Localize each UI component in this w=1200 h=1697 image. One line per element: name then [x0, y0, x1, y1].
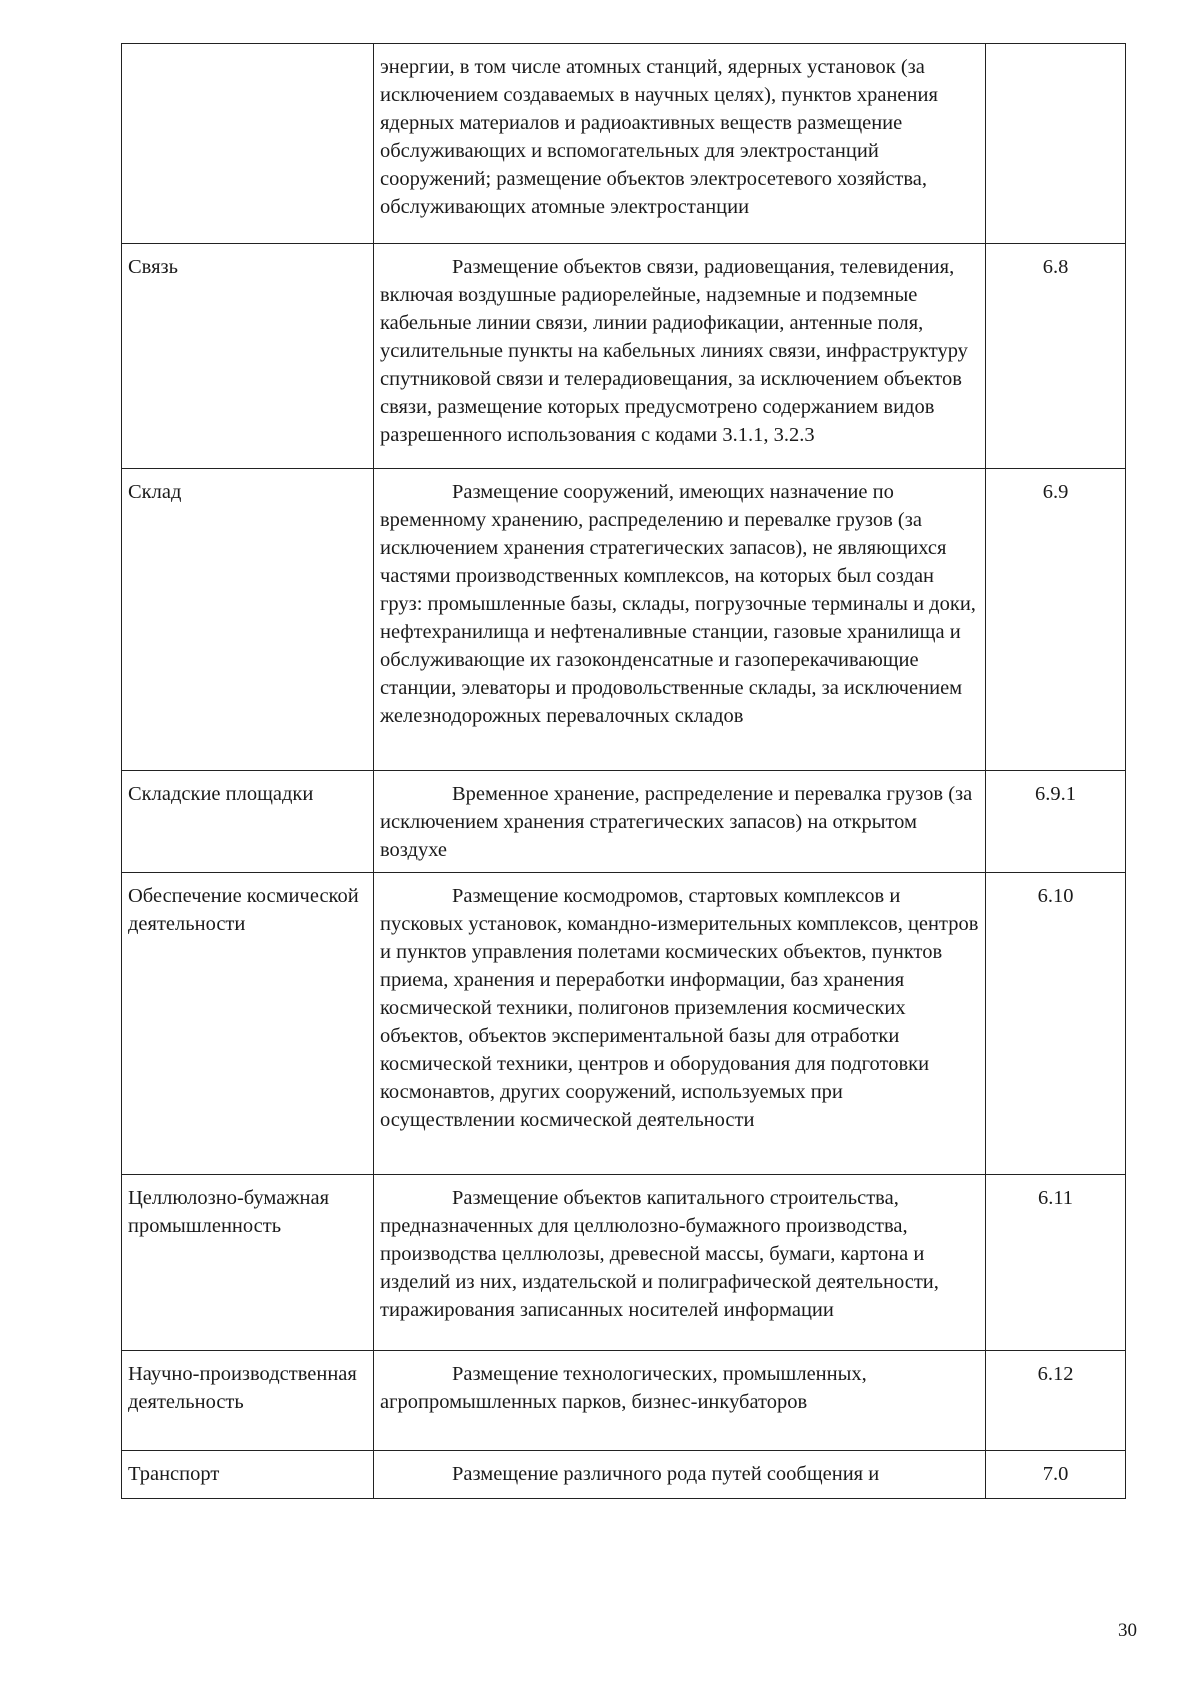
use-code-cell: 6.11: [986, 1175, 1126, 1351]
use-description-cell: [374, 771, 986, 873]
use-description-text: Временное хранение, распределение и перевалка грузов (за исключением хранения стратегических запасов) на открытом воздухе: [380, 783, 973, 861]
use-code-cell: 7.0: [986, 1451, 1126, 1499]
use-description-text: Размещение объектов связи, радиовещания, телевидения, включая воздушные радиорелейные, надземные и подземные кабельные линии связи, линии радиофикации, антенные поля, усилительные пункты на кабельных линиях связи, инфраструктуру спутниковой связи и телерадиовещания, за исключением объектов связи, размещение которых предусмотрено содержанием видов разрешенного использования с кодами 3.1.1, 3.2.3: [380, 256, 968, 446]
use-description-cell: [374, 1175, 986, 1351]
use-name-cell: Обеспечение космической деятельности: [122, 873, 374, 1175]
use-description-text: Размещение различного рода путей сообщения и: [452, 1463, 880, 1485]
use-code-cell: 6.10: [986, 873, 1126, 1175]
table-row: [122, 44, 1126, 244]
use-name-cell: Складские площадки: [122, 771, 374, 873]
use-code-cell: 6.12: [986, 1351, 1126, 1451]
use-description-cell: [374, 1451, 986, 1499]
use-name-cell: Научно-производственная деятельность: [122, 1351, 374, 1451]
land-use-table: [121, 43, 1126, 1499]
use-name-cell: Целлюлозно-бумажная промышленность: [122, 1175, 374, 1351]
use-description-cell: [374, 44, 986, 244]
table-row: [122, 771, 1126, 873]
use-name-cell: [122, 44, 374, 244]
use-code-cell: 6.8: [986, 244, 1126, 469]
table-row: [122, 1451, 1126, 1499]
use-code-cell: 6.9: [986, 469, 1126, 771]
use-description-cell: [374, 873, 986, 1175]
use-code-cell: 6.9.1: [986, 771, 1126, 873]
table-row: [122, 469, 1126, 771]
use-description-text: Размещение объектов капитального строительства, предназначенных для целлюлозно-бумажного производства, производства целлюлозы, древесной массы, бумаги, картона и изделий из них, издательской и полиграфической деятельности, тиражирования записанных носителей информации: [380, 1187, 939, 1321]
use-description-text: Размещение космодромов, стартовых комплексов и пусковых установок, командно-измерительных комплексов, центров и пунктов управления полетами космических объектов, пунктов приема, хранения и переработки информации, баз хранения космической техники, полигонов приземления космических объектов, объектов экспериментальной базы для отработки космической техники, центров и оборудования для подготовки космонавтов, других сооружений, используемых при осуществлении космической деятельности: [380, 885, 979, 1131]
use-name-cell: Склад: [122, 469, 374, 771]
use-description-cell: [374, 244, 986, 469]
use-name-cell: Транспорт: [122, 1451, 374, 1499]
use-description-cell: [374, 469, 986, 771]
page-number: 30: [1118, 1620, 1137, 1641]
table-row: [122, 1175, 1126, 1351]
use-description-text: Размещение технологических, промышленных, агропромышленных парков, бизнес-инкубаторов: [380, 1363, 867, 1413]
use-code-cell: [986, 44, 1126, 244]
use-description-text: Размещение сооружений, имеющих назначение по временному хранению, распределению и перевалке грузов (за исключением хранения стратегических запасов), не являющихся частями производственных комплексов, на которых был создан груз: промышленные базы, склады, погрузочные терминалы и доки, нефтехранилища и нефтеналивные станции, газовые хранилища и обслуживающие их газоконденсатные и газоперекачивающие станции, элеваторы и продовольственные склады, за исключением железнодорожных перевалочных складов: [380, 481, 976, 727]
table-row: [122, 244, 1126, 469]
use-description-cell: [374, 1351, 986, 1451]
table-row: [122, 1351, 1126, 1451]
use-description-text: энергии, в том числе атомных станций, ядерных установок (за исключением создаваемых в научных целях), пунктов хранения ядерных материалов и радиоактивных веществ размещение обслуживающих и вспомогательных для электростанций сооружений; размещение объектов электросетевого хозяйства, обслуживающих атомные электростанции: [380, 56, 938, 218]
table-row: [122, 873, 1126, 1175]
use-name-cell: Связь: [122, 244, 374, 469]
